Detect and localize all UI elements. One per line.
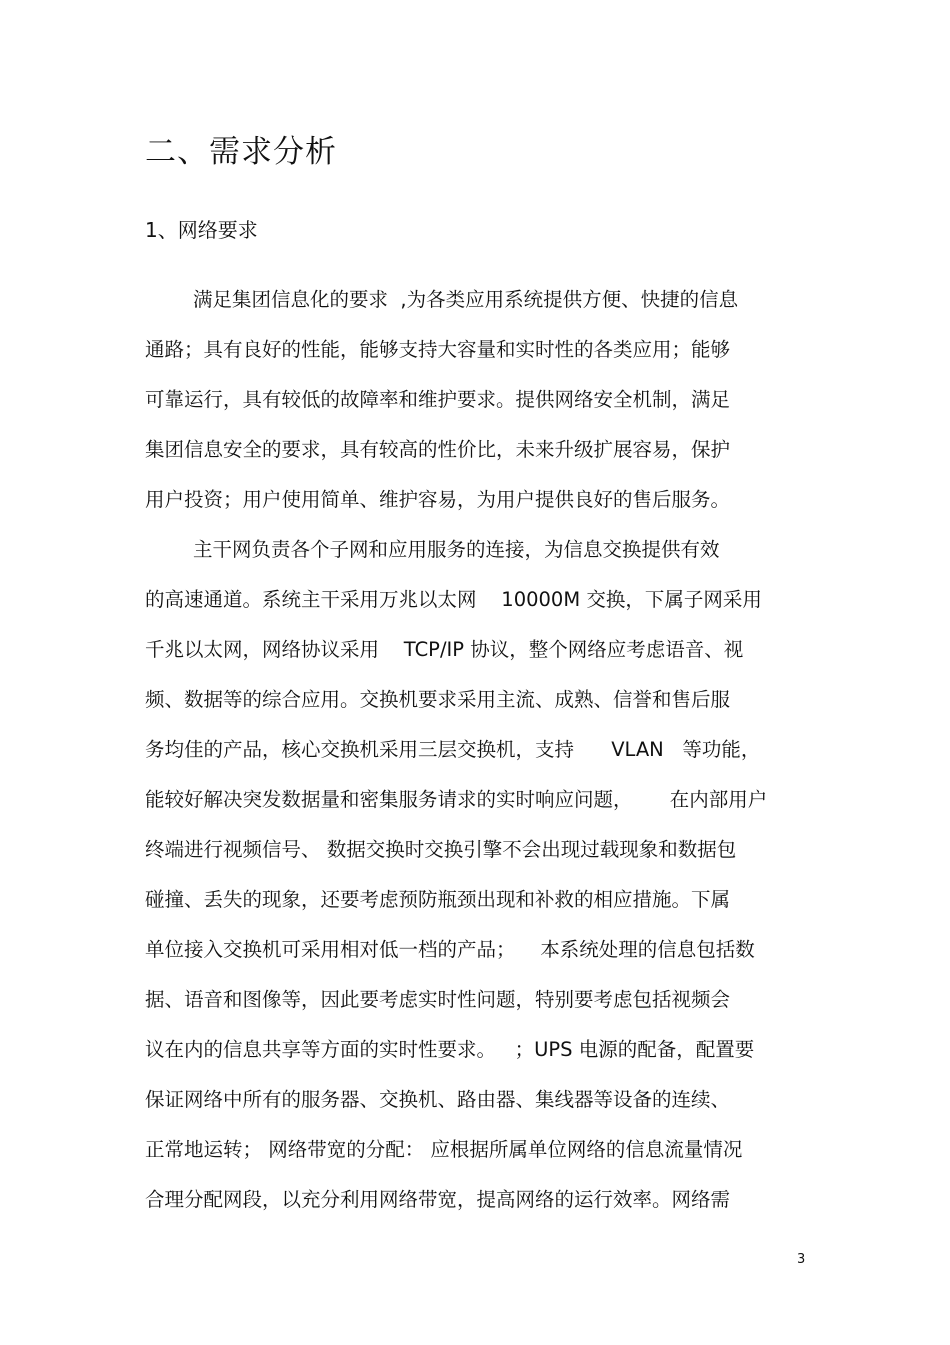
paragraph-line: 议在内的信息共享等方面的实时性要求。 ；UPS 电源的配备，配置要: [145, 1038, 755, 1061]
section-heading: 二、需求分析: [145, 134, 337, 170]
paragraph-line: 可靠运行，具有较低的故障率和维护要求。提供网络安全机制，满足: [145, 388, 731, 411]
paragraph-line: 主干网负责各个子网和应用服务的连接，为信息交换提供有效: [193, 538, 720, 561]
paragraph-line: 据、语音和图像等，因此要考虑实时性问题，特别要考虑包括视频会: [145, 988, 731, 1011]
paragraph-line: 集团信息安全的要求，具有较高的性价比，未来升级扩展容易，保护: [145, 438, 731, 461]
subsection-heading: 1、网络要求: [145, 218, 258, 242]
paragraph-line: 能较好解决突发数据量和密集服务请求的实时响应问题， 在内部用户: [145, 788, 768, 811]
paragraph-line: 千兆以太网，网络协议采用 TCP/IP 协议，整个网络应考虑语音、视: [145, 638, 744, 661]
paragraph-line: 合理分配网段，以充分利用网络带宽，提高网络的运行效率。网络需: [145, 1188, 731, 1211]
paragraph-line: 正常地运转； 网络带宽的分配： 应根据所属单位网络的信息流量情况: [145, 1138, 743, 1161]
paragraph-line: 频、数据等的综合应用。交换机要求采用主流、成熟、信誉和售后服: [145, 688, 731, 711]
paragraph-line: 通路；具有良好的性能，能够支持大容量和实时性的各类应用；能够: [145, 338, 731, 361]
paragraph-line: 单位接入交换机可采用相对低一档的产品； 本系统处理的信息包括数: [145, 938, 755, 961]
paragraph-line: 终端进行视频信号、 数据交换时交换引擎不会出现过载现象和数据包: [145, 838, 737, 861]
paragraph-line: 务均佳的产品，核心交换机采用三层交换机，支持 VLAN 等功能，: [145, 738, 761, 761]
paragraph-line: 用户投资；用户使用简单、维护容易，为用户提供良好的售后服务。: [145, 488, 731, 511]
paragraph-line: 的高速通道。系统主干采用万兆以太网 10000M 交换，下属子网采用: [145, 588, 762, 611]
paragraph-line: 保证网络中所有的服务器、交换机、路由器、集线器等设备的连续、: [145, 1088, 731, 1111]
page-number: 3: [797, 1252, 806, 1267]
paragraph-line: 满足集团信息化的要求 ,为各类应用系统提供方便、快捷的信息: [193, 288, 739, 311]
paragraph-line: 碰撞、丢失的现象，还要考虑预防瓶颈出现和补救的相应措施。下属: [145, 888, 731, 911]
